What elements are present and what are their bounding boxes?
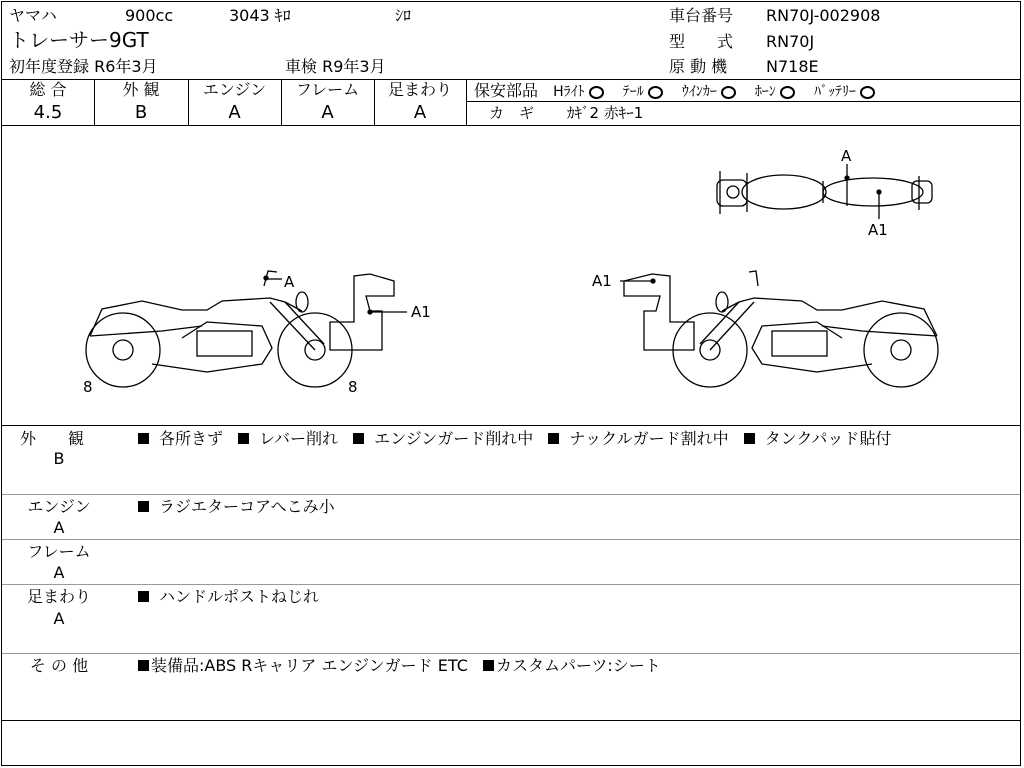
engine-section-items [138, 497, 345, 517]
model-name: トレーサー9GT [9, 28, 149, 52]
ok-circle-icon [860, 86, 875, 99]
bullet-square-icon [138, 501, 149, 512]
first-registration: 初年度登録 R6年3月 [9, 57, 158, 76]
grade-overall: 4.5 [33, 102, 63, 123]
grade-header-engine: エンジン [202, 80, 267, 99]
bullet-square-icon [353, 433, 364, 444]
engine-label: 原 動 機 [669, 57, 728, 76]
engine-section-label: エンジン [27, 497, 91, 516]
mileage: 3043 ｷﾛ [229, 6, 291, 25]
frame-section-grade: A [53, 563, 65, 582]
grade-header-overall: 総 合 [29, 80, 67, 99]
list-item: 装備品:ABS Rキャリア エンジンガード ETC [138, 656, 468, 675]
safety-parts [474, 82, 875, 101]
color: ｼﾛ [395, 6, 412, 25]
top-mark-a1: A1 [868, 221, 888, 239]
safety-tail: ﾃｰﾙ [623, 84, 663, 100]
bullet-square-icon [138, 433, 149, 444]
ok-circle-icon [780, 86, 795, 99]
bullet-square-icon [744, 433, 755, 444]
frame-section-label: フレーム [27, 542, 91, 561]
list-item: タンクパッド貼付 [744, 429, 892, 448]
list-item: レバー削れ [238, 429, 338, 448]
type-label: 型 式 [669, 32, 734, 51]
grade-engine: A [228, 102, 241, 123]
chassis-value: RN70J-002908 [766, 6, 881, 25]
top-mark-a: A [841, 147, 852, 165]
bullet-square-icon [138, 591, 149, 602]
displacement: 900cc [125, 6, 174, 25]
type-value: RN70J [766, 32, 815, 51]
left-mark-a1: A1 [411, 303, 431, 321]
grade-header-frame: フレーム [295, 80, 360, 99]
suspension-section-items [138, 587, 329, 607]
right-side-motorcycle [620, 271, 938, 387]
list-item: ハンドルポストねじれ [138, 587, 319, 606]
grade-frame: A [321, 102, 334, 123]
grade-header-suspension: 足まわり [387, 80, 452, 99]
exterior-section-label: 外 観 [19, 429, 84, 448]
safety-headlight: Hﾗｲﾄ [553, 84, 604, 100]
inspection-sheet [1, 1, 1021, 766]
list-item: 各所きず [138, 429, 223, 448]
key-value: ｶｷﾞ2 赤ｷｰ1 [567, 104, 644, 122]
bullet-square-icon [238, 433, 249, 444]
bullet-square-icon [138, 660, 149, 671]
engine-value: N718E [766, 57, 819, 76]
maker: ヤマハ [9, 6, 57, 25]
damage-diagram [2, 126, 1020, 426]
exterior-section-items [138, 429, 901, 449]
left-mark-a: A [284, 273, 295, 291]
other-section-label: そ の 他 [29, 656, 89, 675]
safety-horn: ﾎｰﾝ [755, 84, 795, 100]
other-section-items [138, 656, 671, 676]
left-mark-rear-tire: 8 [83, 378, 93, 396]
list-item: ラジエターコアへこみ小 [138, 497, 335, 516]
safety-winker: ｳｲﾝｶｰ [682, 84, 736, 100]
list-item: エンジンガード削れ中 [353, 429, 533, 448]
exterior-section-grade: B [53, 449, 65, 468]
bullet-square-icon [483, 660, 494, 671]
left-mark-front-tire: 8 [348, 378, 358, 396]
ok-circle-icon [589, 86, 604, 99]
safety-label: 保安部品 [474, 81, 539, 100]
chassis-label: 車台番号 [669, 6, 734, 25]
inspection-expiry: 車検 R9年3月 [285, 57, 386, 76]
grade-exterior: B [134, 102, 148, 123]
list-item: カスタムパーツ:シート [483, 656, 661, 675]
safety-battery: ﾊﾞｯﾃﾘｰ [814, 84, 875, 100]
key-label: カ ギ [489, 104, 535, 122]
ok-circle-icon [648, 86, 663, 99]
suspension-section-grade: A [53, 609, 65, 628]
grade-header-exterior: 外 観 [122, 80, 160, 99]
ok-circle-icon [721, 86, 736, 99]
grade-suspension: A [413, 102, 427, 123]
engine-section-grade: A [53, 518, 65, 537]
top-view-motorcycle [717, 164, 932, 219]
right-mark-a1: A1 [592, 272, 612, 290]
suspension-section-label: 足まわり [26, 587, 91, 606]
left-side-motorcycle [86, 271, 407, 387]
bullet-square-icon [548, 433, 559, 444]
list-item: ナックルガード割れ中 [548, 429, 728, 448]
